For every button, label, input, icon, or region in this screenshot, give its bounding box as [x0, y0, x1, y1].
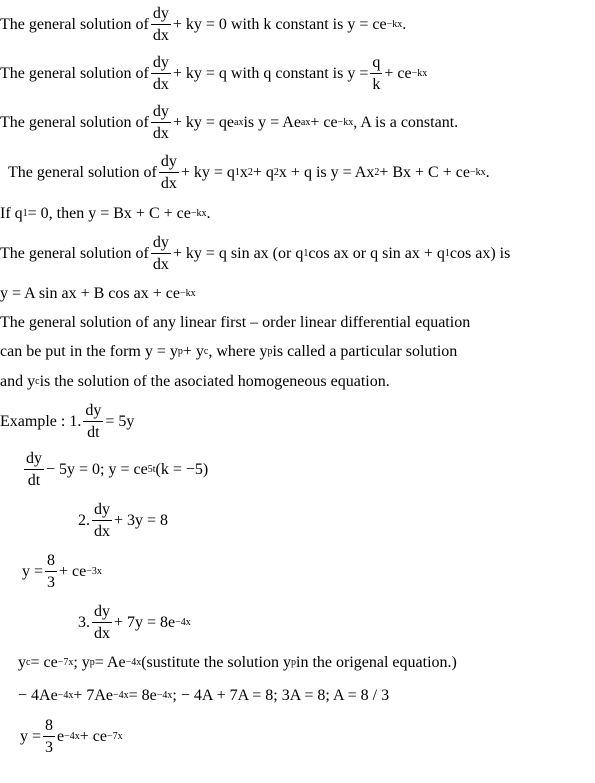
frac-num: 8 — [45, 553, 57, 572]
text: + y — [182, 343, 204, 360]
frac-den: dx — [152, 125, 169, 142]
text: is the solution of the asociated homogeneous equation. — [39, 373, 390, 390]
frac-den: dt — [27, 472, 41, 489]
frac-den: dx — [152, 27, 169, 44]
text: + 3y = 8 — [114, 512, 169, 529]
frac-den: dx — [152, 256, 169, 273]
text: x + q is y = Ax — [278, 164, 375, 181]
example-2 — [78, 502, 168, 540]
text: (sustitute the solution y — [141, 654, 291, 671]
text: + ky = q — [180, 164, 235, 181]
text: , A is a constant. — [353, 114, 459, 131]
fraction-q-k — [370, 55, 382, 93]
fraction-dy-dx — [151, 104, 171, 142]
text: ; − 4A + 7A = 8; 3A = 8; A = 8 / 3 — [172, 687, 390, 704]
text: y — [18, 654, 26, 671]
line-10: and y c is the solution of the asociated homogeneous equation. — [0, 373, 390, 390]
frac-num: dy — [151, 104, 171, 123]
text: cos ax) is — [449, 245, 511, 262]
line-2: The general solution of $\frac{dy}{dx}$ + ky = q with q constant is y = $\frac{q}{k}$ + ce −kx — [0, 54, 428, 93]
text: 3. — [78, 614, 90, 631]
text: in the origenal equation.) — [296, 654, 457, 671]
text: The general solution of — [0, 114, 149, 131]
text: − 4Ae — [18, 687, 58, 704]
example-3: 3. $\frac{dy}{dx}$ + 7y = 8e −4x — [78, 603, 191, 642]
line-4: The general solution of $\frac{dy}{dx}$ + ky = q 1 x 2 + q 2 x + q is y = Ax 2 + Bx + C + ce −kx . — [8, 153, 490, 192]
text: The general solution of — [0, 65, 149, 82]
fraction-8-3 — [43, 718, 55, 756]
text: y = — [22, 563, 44, 580]
text: The general solution of — [8, 164, 157, 181]
text: The general solution of — [0, 16, 149, 33]
text: + ce — [79, 728, 108, 745]
text: + ky = 0 with k constant is y = ce — [172, 16, 387, 33]
text: . — [402, 16, 407, 33]
text: and y — [0, 373, 36, 390]
frac-den: dx — [94, 523, 110, 540]
line-5: If q 1 = 0, then y = Bx + C + ce −kx . — [0, 205, 211, 222]
frac-num: dy — [92, 604, 112, 623]
fraction-dy-dx — [151, 6, 171, 44]
text: + q — [252, 164, 274, 181]
text: y = — [20, 728, 42, 745]
example-1 — [0, 403, 134, 441]
line-7: y = A sin ax + B cos ax + ce −kx — [0, 285, 196, 302]
frac-num: q — [370, 55, 382, 74]
frac-num: 8 — [43, 718, 55, 737]
example-1-solution: $\frac{dy}{dt}$ − 5y = 0; y = ce 5t (k = −5) — [26, 450, 209, 489]
frac-den: dx — [152, 76, 169, 93]
text: + ky = qe — [172, 114, 234, 131]
text: The general solution of any linear first – order linear differential equation — [0, 314, 471, 331]
text: − 5y = 0; y = ce — [46, 461, 148, 478]
text: + ky = q sin ax (or q — [172, 245, 304, 262]
text: = 5y — [105, 413, 135, 430]
fraction-dy-dx — [151, 55, 171, 93]
text: + ky = q with q constant is y = — [172, 65, 369, 82]
text: If q — [0, 205, 23, 222]
frac-num: dy — [83, 403, 103, 422]
fraction-dy-dx — [92, 604, 112, 642]
text: = ce — [30, 654, 58, 671]
example-3-substitution: − 4Ae −4x + 7Ae −4x = 8e −4x ; − 4A + 7A = 8; 3A = 8; A = 8 / 3 — [18, 687, 390, 704]
text: is called a particular solution — [272, 343, 458, 360]
line-1: The general solution of $\frac{dy}{dx}$ + ky = 0 with k constant is y = ce −kx . — [0, 5, 407, 44]
text: + ce — [310, 114, 338, 131]
text: cos ax or q sin ax + q — [308, 245, 445, 262]
frac-num: dy — [159, 154, 179, 173]
fraction-dy-dt — [83, 403, 103, 441]
line-9: can be put in the form y = y p + y c , where y p is called a particular solution — [0, 343, 458, 360]
text: + Bx + C + ce — [379, 164, 470, 181]
text: + 7y = 8e — [114, 614, 176, 631]
fraction-dy-dx — [151, 235, 171, 273]
text: Example : 1. — [0, 413, 82, 430]
text: (k = −5) — [155, 461, 209, 478]
fraction-dy-dx — [159, 154, 179, 192]
frac-num: dy — [151, 6, 171, 25]
example-2-solution: y = $\frac{8}{3}$ + ce −3x — [22, 552, 102, 591]
text: 2. — [78, 512, 90, 529]
frac-den: dx — [160, 175, 177, 192]
text: e — [57, 728, 65, 745]
text: = 0, then y = Bx + C + ce — [27, 205, 191, 222]
text: . — [485, 164, 490, 181]
example-3-solution: y = $\frac{8}{3}$ e −4x + ce −7x — [20, 717, 123, 756]
text: . — [206, 205, 211, 222]
text: x — [239, 164, 248, 181]
fraction-dy-dt — [24, 451, 44, 489]
fraction-dy-dx — [92, 502, 112, 540]
fraction-8-3 — [45, 553, 57, 591]
frac-num: dy — [151, 235, 171, 254]
text: is y = Ae — [243, 114, 301, 131]
text: , where y — [208, 343, 268, 360]
frac-den: dx — [94, 625, 110, 642]
text: + ce — [384, 65, 412, 82]
text: ; y — [73, 654, 90, 671]
frac-num: dy — [151, 55, 171, 74]
line-3: The general solution of $\frac{dy}{dx}$ + ky = qe ax is y = Ae ax + ce −kx , A is a constant. — [0, 103, 459, 142]
frac-num: dy — [24, 451, 44, 470]
text: + ce — [59, 563, 87, 580]
text: y = A sin ax + B cos ax + ce — [0, 285, 180, 302]
text: + 7Ae — [73, 687, 114, 704]
example-3-yc-yp: y c = ce −7x ; y p = Ae −4x (sustitute the solution y p in the origenal equation.) — [18, 654, 457, 671]
frac-den: 3 — [45, 739, 54, 756]
text: can be put in the form y = y — [0, 343, 178, 360]
frac-den: dt — [87, 424, 100, 441]
text: = Ae — [94, 654, 126, 671]
frac-den: 3 — [47, 574, 56, 591]
frac-num: dy — [92, 502, 112, 521]
line-8 — [0, 315, 470, 331]
text: The general solution of — [0, 245, 149, 262]
frac-den: k — [372, 76, 381, 93]
text: = 8e — [128, 687, 157, 704]
line-6: The general solution of $\frac{dy}{dx}$ + ky = q sin ax (or q 1 cos ax or q sin ax + q 1 cos ax) is — [0, 234, 511, 273]
